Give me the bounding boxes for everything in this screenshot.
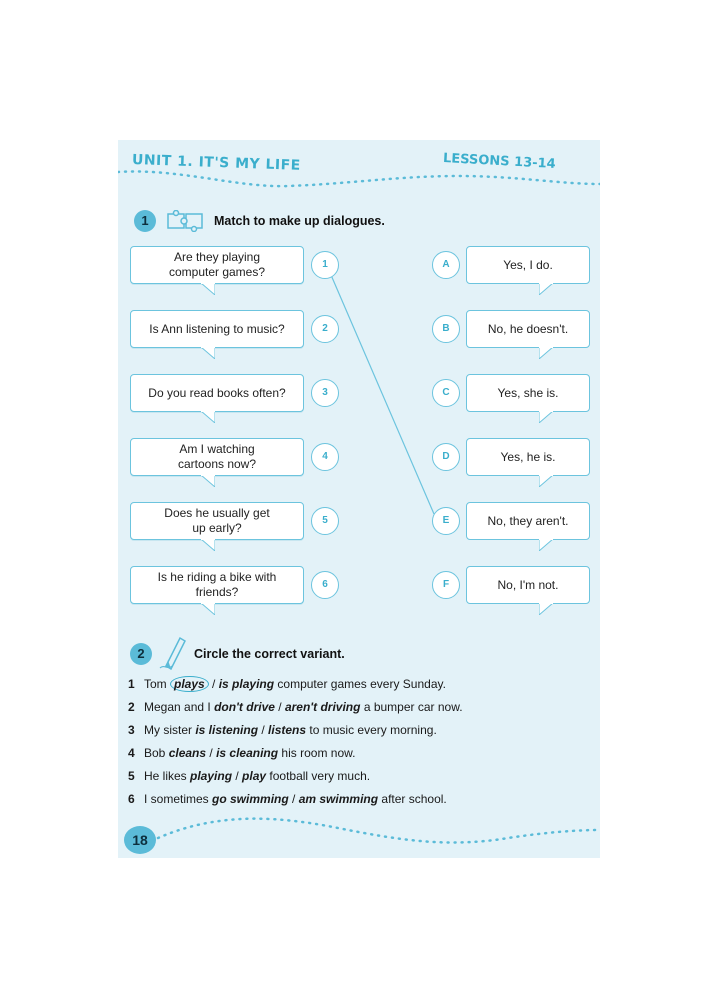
option-separator: / bbox=[208, 677, 219, 691]
option-b[interactable]: listens bbox=[268, 723, 307, 737]
option-b[interactable]: aren't driving bbox=[284, 700, 361, 714]
answer-text: Yes, he is. bbox=[500, 450, 556, 464]
sentence-post: after school. bbox=[378, 792, 447, 806]
option-separator: / bbox=[258, 723, 269, 737]
workbook-page bbox=[118, 140, 600, 858]
sentence-number: 4 bbox=[128, 746, 135, 760]
question-text: Am I watching cartoons now? bbox=[177, 442, 257, 471]
option-a[interactable]: cleans bbox=[168, 746, 207, 760]
answer-text: Yes, I do. bbox=[503, 258, 553, 272]
exercise-1-number: 1 bbox=[134, 210, 156, 232]
option-b[interactable]: am swimming bbox=[298, 792, 379, 806]
answer-letter-circle[interactable]: C bbox=[432, 379, 460, 407]
sentence-post: computer games every Sunday. bbox=[274, 677, 446, 691]
footer-dotted-wave bbox=[118, 140, 600, 858]
sentence-post: his room now. bbox=[278, 746, 356, 760]
option-a[interactable]: go swimming bbox=[212, 792, 289, 806]
option-a[interactable]: playing bbox=[190, 769, 233, 783]
question-text: Does he usually get up early? bbox=[164, 506, 270, 535]
answer-letter-circle[interactable]: A bbox=[432, 251, 460, 279]
answer-text: No, they aren't. bbox=[487, 514, 569, 528]
question-number-circle[interactable]: 4 bbox=[311, 443, 339, 471]
question-text: Do you read books often? bbox=[148, 385, 286, 400]
sentence-number: 2 bbox=[128, 700, 135, 714]
question-text: Is Ann listening to music? bbox=[149, 321, 285, 336]
sentence-number: 6 bbox=[128, 792, 135, 806]
sentence-post: to music every morning. bbox=[306, 723, 437, 737]
answer-text: No, I'm not. bbox=[497, 578, 559, 592]
sentence-pre: My sister bbox=[144, 723, 196, 737]
option-separator: / bbox=[206, 746, 217, 760]
option-separator: / bbox=[274, 700, 285, 714]
sentence-pre: Megan and I bbox=[144, 700, 215, 714]
answer-text: No, he doesn't. bbox=[487, 322, 569, 336]
option-b[interactable]: play bbox=[242, 769, 267, 783]
question-number-circle[interactable]: 3 bbox=[311, 379, 339, 407]
answer-letter-circle[interactable]: E bbox=[432, 507, 460, 535]
page-number: 18 bbox=[124, 826, 156, 854]
option-a-circled[interactable]: plays bbox=[170, 676, 209, 692]
answer-letter-circle[interactable]: D bbox=[432, 443, 460, 471]
sentence-number: 5 bbox=[128, 769, 135, 783]
sentence-number: 3 bbox=[128, 723, 135, 737]
answer-text: Yes, she is. bbox=[497, 386, 559, 400]
lessons-title: LESSONS 13-14 bbox=[442, 151, 557, 172]
option-separator: / bbox=[288, 792, 299, 806]
sentence-pre: Bob bbox=[144, 746, 169, 760]
sentence-pre: Tom bbox=[144, 677, 171, 691]
question-number-circle[interactable]: 2 bbox=[311, 315, 339, 343]
option-a[interactable]: is listening bbox=[195, 723, 259, 737]
sentence-post: football very much. bbox=[266, 769, 371, 783]
question-number-circle[interactable]: 6 bbox=[311, 571, 339, 599]
answer-letter-circle[interactable]: F bbox=[432, 571, 460, 599]
exercise-2-title: Circle the correct variant. bbox=[194, 647, 345, 661]
sentence-number: 1 bbox=[128, 677, 135, 691]
answer-letter-circle[interactable]: B bbox=[432, 315, 460, 343]
question-text: Is he riding a bike with friends? bbox=[157, 570, 277, 599]
option-b[interactable]: is playing bbox=[218, 677, 275, 691]
sentence-pre: He likes bbox=[144, 769, 191, 783]
exercise-2-number: 2 bbox=[130, 643, 152, 665]
question-number-circle[interactable]: 1 bbox=[311, 251, 339, 279]
exercise-1-title: Match to make up dialogues. bbox=[214, 214, 385, 228]
option-separator: / bbox=[232, 769, 243, 783]
unit-title: UNIT 1. IT'S MY LIFE bbox=[131, 152, 302, 174]
option-b[interactable]: is cleaning bbox=[216, 746, 279, 760]
sentence-post: a bumper car now. bbox=[360, 700, 463, 714]
question-text: Are they playing computer games? bbox=[168, 250, 266, 279]
question-number-circle[interactable]: 5 bbox=[311, 507, 339, 535]
option-a[interactable]: don't drive bbox=[214, 700, 275, 714]
sentence-pre: I sometimes bbox=[144, 792, 213, 806]
